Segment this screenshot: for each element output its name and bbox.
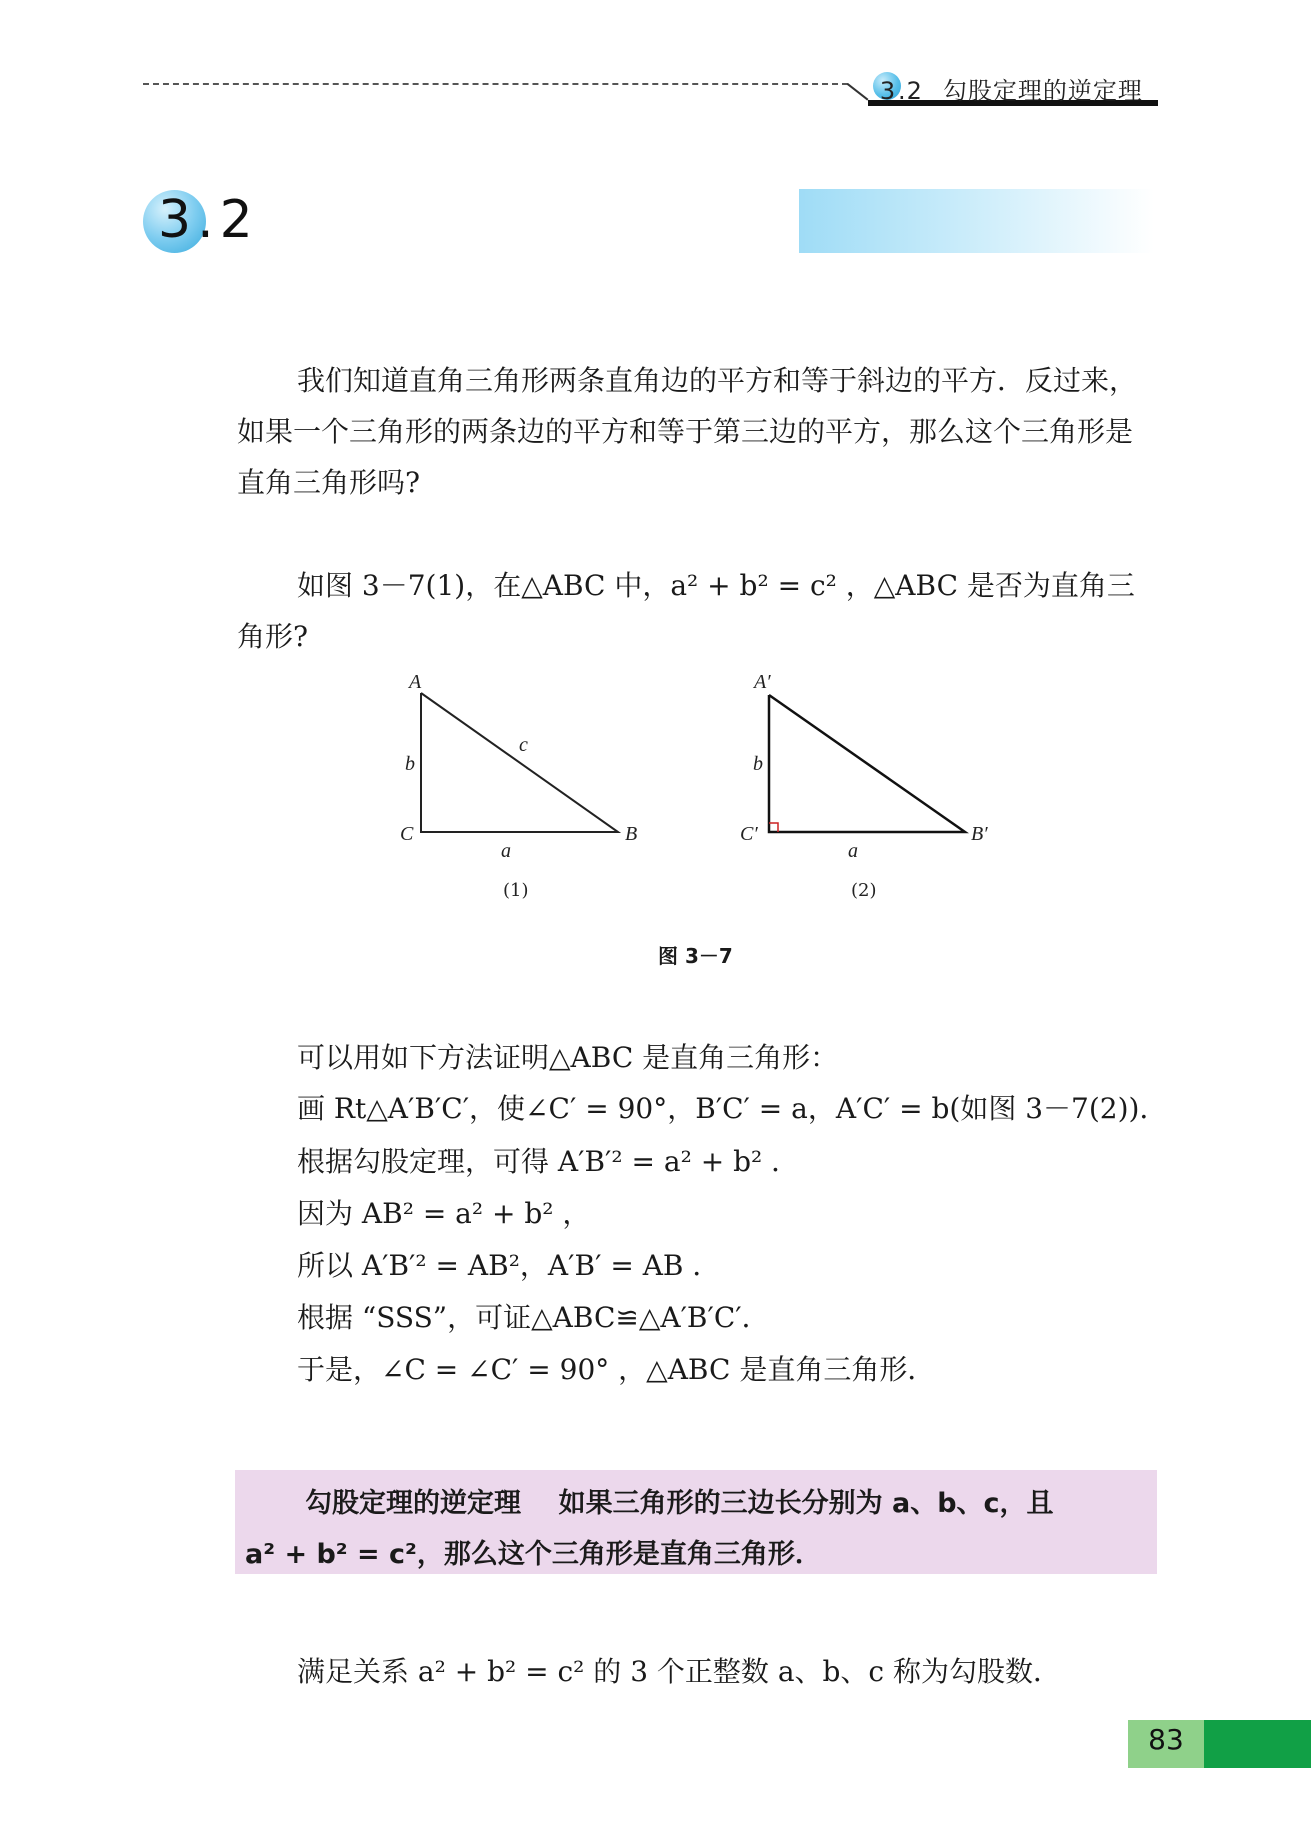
tri2-label-a: a bbox=[848, 840, 858, 862]
figure-3-7 bbox=[380, 660, 1020, 910]
proof-line-6: 根据 “SSS”，可证△ABC≌△A′B′C′． bbox=[297, 1301, 770, 1334]
proof-line-1: 可以用如下方法证明△ABC 是直角三角形： bbox=[297, 1041, 839, 1074]
header-section-sub: .2 bbox=[898, 77, 923, 105]
tri1-label-A: A bbox=[409, 671, 422, 693]
tri2-label-A: A′ bbox=[754, 671, 771, 693]
tri1-label-c: c bbox=[519, 734, 528, 756]
triangle-1 bbox=[421, 693, 618, 832]
section-gradient-bar bbox=[799, 189, 1154, 253]
page-number: 83 bbox=[1148, 1723, 1184, 1756]
tri2-label-b: b bbox=[753, 753, 763, 775]
tri1-label-B: B bbox=[625, 823, 638, 845]
header-section-title: 勾股定理的逆定理 bbox=[942, 77, 1143, 105]
tri1-label-C: C bbox=[400, 823, 414, 845]
tri1-label-b: b bbox=[405, 753, 415, 775]
section-number: 3.2 bbox=[158, 190, 259, 250]
header-dashed-rule bbox=[143, 83, 848, 85]
page-number-bar bbox=[1204, 1720, 1311, 1768]
proof-line-4: 因为 AB² = a² + b² ， bbox=[297, 1197, 591, 1230]
header-section-num: 3 bbox=[879, 77, 897, 105]
figure-sub-caption-2: (2) bbox=[851, 880, 877, 901]
running-header bbox=[878, 71, 1143, 106]
theorem-name: 勾股定理的逆定理 bbox=[305, 1488, 521, 1519]
intro-paragraph: 我们知道直角三角形两条直角边的平方和等于斜边的平方．反过来，如果一个三角形的两条边的平方和等于第三边的平方，那么这个三角形是直角三角形吗? bbox=[237, 364, 1138, 499]
theorem-text bbox=[245, 1478, 1150, 1580]
figure-caption: 图 3－7 bbox=[658, 944, 733, 968]
right-angle-marker bbox=[769, 823, 778, 832]
triangle-2 bbox=[769, 695, 965, 832]
tri2-label-C: C′ bbox=[740, 823, 758, 845]
question-paragraph: 如图 3－7(1)，在△ABC 中，a² + b² = c² ，△ABC 是否为直角三角形? bbox=[237, 569, 1135, 653]
proof-line-2: 画 Rt△A′B′C′，使∠C′ = 90°，B′C′ = a，A′C′ = b(如图 3－7(2))． bbox=[297, 1092, 1168, 1125]
closing-sentence: 满足关系 a² + b² = c² 的 3 个正整数 a、b、c 称为勾股数． bbox=[297, 1655, 1062, 1688]
theorem-statement-1: 如果三角形的三边长分别为 a、b、c，且 bbox=[558, 1488, 1054, 1519]
header-slant-rule bbox=[847, 83, 869, 101]
figure-sub-caption-1: (1) bbox=[503, 880, 529, 901]
proof-line-5: 所以 A′B′² = AB²，A′B′ = AB ． bbox=[297, 1249, 721, 1282]
tri1-label-a: a bbox=[501, 840, 511, 862]
proof-line-7: 于是，∠C = ∠C′ = 90° ，△ABC 是直角三角形． bbox=[297, 1353, 936, 1386]
proof-line-3: 根据勾股定理，可得 A′B′² = a² + b² ． bbox=[297, 1145, 800, 1178]
tri2-label-B: B′ bbox=[971, 823, 988, 845]
theorem-statement-2: a² + b² = c²，那么这个三角形是直角三角形． bbox=[245, 1539, 822, 1570]
